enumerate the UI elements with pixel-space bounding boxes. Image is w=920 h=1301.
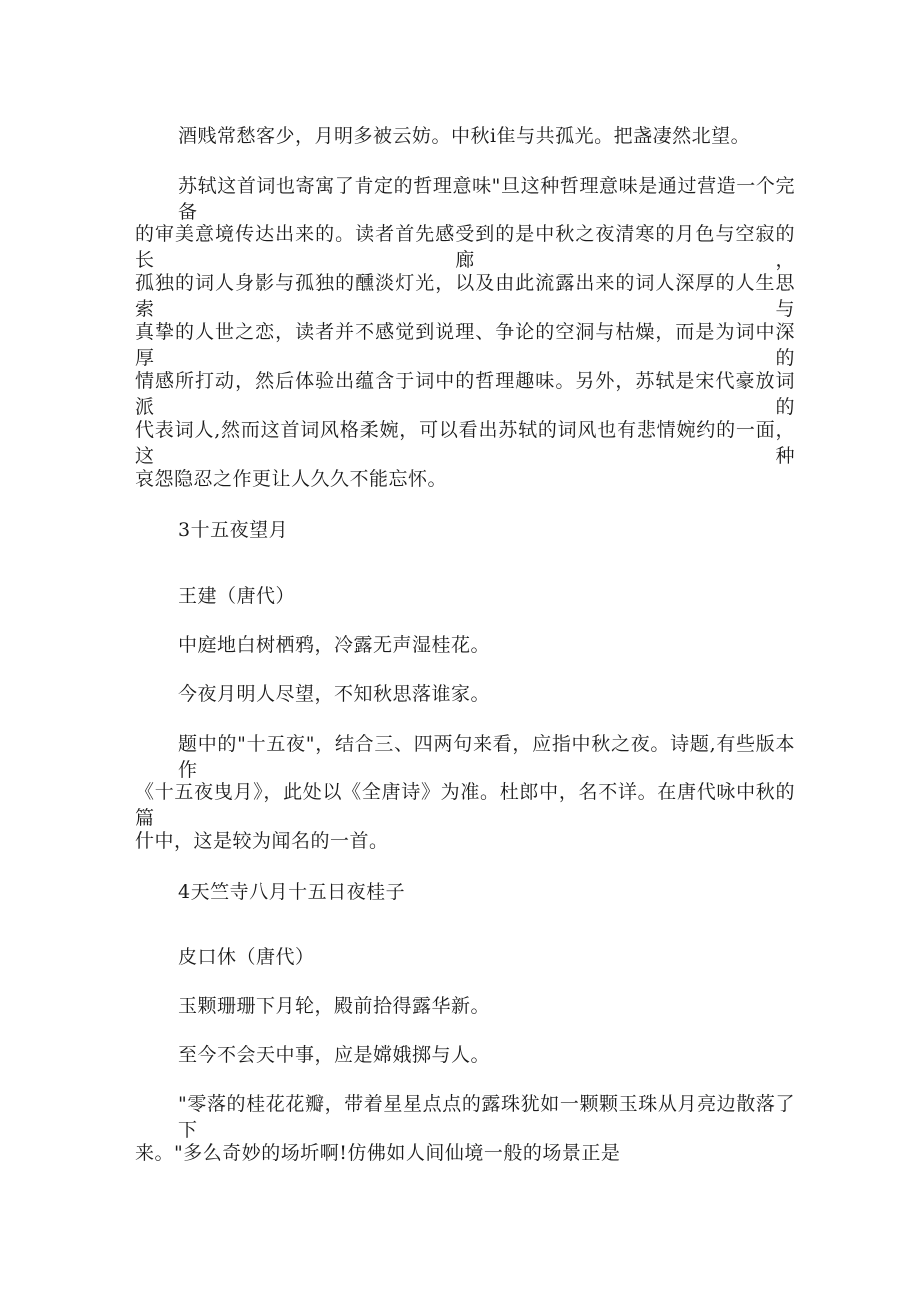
paragraph-line: 情感所打动，然后体验出蕴含于词中的哲理趣味。另外，苏轼是宋代豪放词派的 (135, 370, 795, 418)
poem-author: 王建（唐代） (178, 585, 296, 607)
paragraph-line: 什中，这是较为闻名的一首。 (135, 830, 389, 852)
poem-line: 今夜月明人尽望，不知秋思落谁家。 (178, 683, 491, 705)
paragraph-line: 哀怨隐忍之作更让人久久不能忘怀。 (135, 468, 448, 490)
section-heading: 3十五夜望月 (178, 519, 289, 541)
paragraph-line: 的审美意境传达出来的。读者首先感受到的是中秋之夜清寒的月色与空寂的长廊， (135, 223, 795, 271)
paragraph-line: 真挚的人世之恋，读者并不感觉到说理、争论的空洞与枯燥，而是为词中深厚的 (135, 321, 795, 369)
poem-line: 中庭地白树栖鸦，冷露无声湿桂花。 (178, 634, 491, 656)
paragraph-line: 孤独的词人身影与孤独的醺淡灯光，以及由此流露出来的词人深厚的人生思索与 (135, 272, 795, 320)
paragraph-line: 《十五夜曳月》，此处以《全唐诗》为准。杜郎中，名不详。在唐代咏中秋的篇 (135, 781, 795, 829)
poem-line: 至今不会天中事，应是嫦娥掷与人。 (178, 1044, 491, 1066)
section-heading: 4天竺寺八月十五日夜桂子 (178, 881, 406, 903)
paragraph-line: 代表词人,然而这首词风格柔婉，可以看出苏轼的词风也有悲情婉约的一面，这种 (135, 419, 795, 467)
paragraph-line: "零落的桂花花瓣，带着星星点点的露珠犹如一颗颗玉珠从月亮边散落了下 (178, 1093, 795, 1141)
paragraph-line: 题中的"十五夜"，结合三、四两句来看，应指中秋之夜。诗题,有些版本作 (178, 733, 795, 781)
paragraph-line: 苏轼这首词也寄寓了肯定的哲理意味"旦这种哲理意味是通过营造一个完备 (178, 175, 795, 223)
poem-line: 玉颗珊珊下月轮，殿前拾得露华新。 (178, 995, 491, 1017)
paragraph-line: 来。"多么奇妙的场圻啊!仿佛如人间仙境一般的场景正是 (135, 1142, 621, 1164)
poem-line: 酒贱常愁客少，月明多被云妨。中秋i隹与共孤光。把盏凄然北望。 (178, 125, 751, 147)
poem-author: 皮口休（唐代） (178, 946, 315, 968)
